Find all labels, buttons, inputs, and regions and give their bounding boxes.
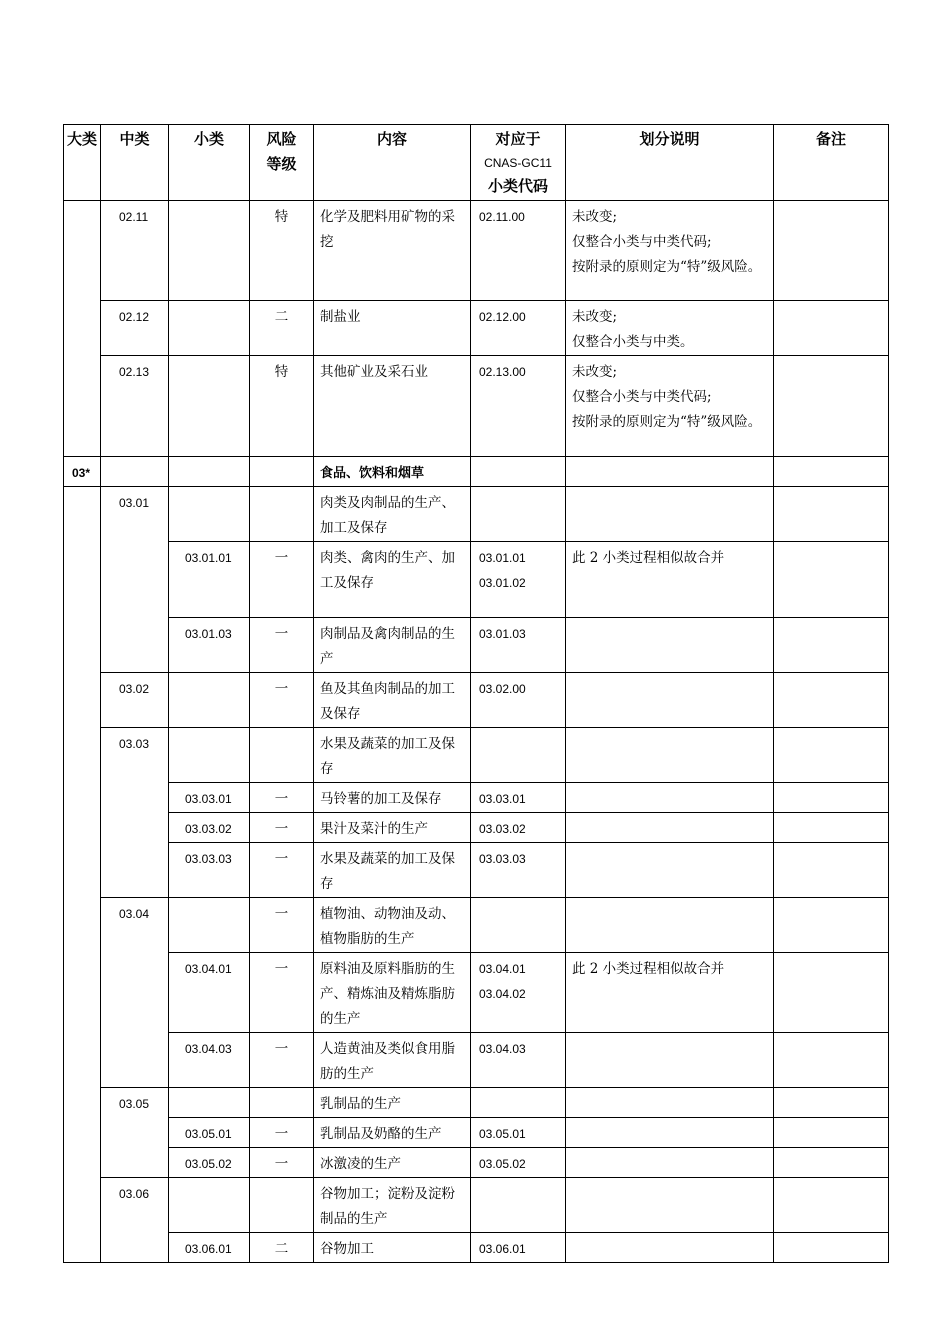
header-minor: 小类	[169, 125, 250, 201]
explain-cell: 未改变; 仅整合小类与中类代码; 按附录的原则定为“特”级风险。	[566, 201, 774, 301]
ref-code: 03.01.01 03.01.02	[471, 542, 566, 618]
mid-code: 03.04	[101, 898, 169, 1088]
risk-level: 二	[250, 301, 314, 356]
minor-code: 03.01.01	[169, 542, 250, 618]
ref-code: 03.01.03	[471, 618, 566, 673]
table-row	[64, 1233, 889, 1263]
content-cell: 化学及肥料用矿物的采挖	[314, 201, 471, 301]
minor-code: 03.01.03	[169, 618, 250, 673]
risk-level: 一	[250, 898, 314, 953]
risk-level: 一	[250, 813, 314, 843]
content-cell: 制盐业	[314, 301, 471, 356]
ref-code: 03.06.01	[471, 1233, 566, 1263]
ref-code: 02.13.00	[471, 356, 566, 457]
content-cell: 人造黄油及类似食用脂肪的生产	[314, 1033, 471, 1088]
table-row	[64, 1033, 889, 1088]
risk-level: 特	[250, 356, 314, 457]
remark-cell	[774, 356, 889, 457]
header-explain: 划分说明	[566, 125, 774, 201]
risk-level: 一	[250, 673, 314, 728]
risk-level: 一	[250, 1148, 314, 1178]
table-row	[64, 487, 889, 542]
risk-level: 一	[250, 1118, 314, 1148]
table-row	[64, 953, 889, 1033]
remark-cell	[774, 201, 889, 301]
content-cell: 食品、饮料和烟草	[314, 457, 471, 487]
content-cell: 肉类及肉制品的生产、加工及保存	[314, 487, 471, 542]
header-ref-line1: 对应于	[495, 130, 541, 148]
table-row	[64, 1148, 889, 1178]
table-row	[64, 783, 889, 813]
minor-code: 03.04.01	[169, 953, 250, 1033]
risk-level: 二	[250, 1233, 314, 1263]
table-row	[64, 1118, 889, 1148]
table-row	[64, 1178, 889, 1233]
minor-code: 03.04.03	[169, 1033, 250, 1088]
table-row	[64, 457, 889, 487]
risk-level: 一	[250, 953, 314, 1033]
header-risk: 风险等级	[250, 125, 314, 201]
content-cell: 谷物加工；淀粉及淀粉制品的生产	[314, 1178, 471, 1233]
content-cell: 鱼及其鱼肉制品的加工及保存	[314, 673, 471, 728]
explain-cell: 未改变; 仅整合小类与中类代码; 按附录的原则定为“特”级风险。	[566, 356, 774, 457]
mid-code: 03.03	[101, 728, 169, 898]
table-row	[64, 1088, 889, 1118]
table-row	[64, 201, 889, 301]
content-cell: 冰激凌的生产	[314, 1148, 471, 1178]
risk-level: 特	[250, 201, 314, 301]
content-cell: 乳制品及奶酪的生产	[314, 1118, 471, 1148]
header-remark: 备注	[774, 125, 889, 201]
ref-code: 03.04.03	[471, 1033, 566, 1088]
minor-code: 03.03.02	[169, 813, 250, 843]
classification-table	[63, 124, 889, 1263]
header-ref	[471, 125, 566, 201]
table-row	[64, 898, 889, 953]
content-cell: 原料油及原料脂肪的生产、精炼油及精炼脂肪的生产	[314, 953, 471, 1033]
major-cell	[64, 487, 101, 1263]
mid-code: 03.01	[101, 487, 169, 673]
risk-level: 一	[250, 843, 314, 898]
content-cell: 谷物加工	[314, 1233, 471, 1263]
mid-code: 03.05	[101, 1088, 169, 1178]
minor-code: 03.05.01	[169, 1118, 250, 1148]
content-cell: 水果及蔬菜的加工及保存	[314, 728, 471, 783]
minor-code: 03.03.03	[169, 843, 250, 898]
header-middle: 中类	[101, 125, 169, 201]
risk-level: 一	[250, 542, 314, 618]
minor-code: 03.05.02	[169, 1148, 250, 1178]
table-row	[64, 728, 889, 783]
mid-code: 02.11	[101, 201, 169, 301]
minor-code: 03.06.01	[169, 1233, 250, 1263]
ref-code: 02.12.00	[471, 301, 566, 356]
header-ref-line2: CNAS-GC11	[484, 156, 552, 170]
content-cell: 水果及蔬菜的加工及保存	[314, 843, 471, 898]
table-row	[64, 542, 889, 618]
explain-cell: 未改变; 仅整合小类与中类。	[566, 301, 774, 356]
remark-cell	[774, 301, 889, 356]
mid-code: 03.06	[101, 1178, 169, 1263]
risk-level: 一	[250, 1033, 314, 1088]
content-cell: 其他矿业及采石业	[314, 356, 471, 457]
ref-code: 03.04.01 03.04.02	[471, 953, 566, 1033]
ref-code: 03.05.01	[471, 1118, 566, 1148]
content-cell: 乳制品的生产	[314, 1088, 471, 1118]
risk-level: 一	[250, 618, 314, 673]
major-cell	[64, 201, 101, 457]
content-cell: 植物油、动物油及动、植物脂肪的生产	[314, 898, 471, 953]
header-major: 大类	[64, 125, 101, 201]
table-row	[64, 301, 889, 356]
table-row	[64, 618, 889, 673]
table-row	[64, 356, 889, 457]
ref-code: 03.05.02	[471, 1148, 566, 1178]
mid-code: 03.02	[101, 673, 169, 728]
table-row	[64, 813, 889, 843]
explain-cell: 此 2 小类过程相似故合并	[566, 542, 774, 618]
table-row	[64, 843, 889, 898]
content-cell: 果汁及菜汁的生产	[314, 813, 471, 843]
ref-code: 03.03.03	[471, 843, 566, 898]
risk-level: 一	[250, 783, 314, 813]
major-code: 03*	[64, 457, 101, 487]
header-content: 内容	[314, 125, 471, 201]
header-ref-line3: 小类代码	[487, 177, 548, 195]
ref-code: 03.03.01	[471, 783, 566, 813]
table-row	[64, 673, 889, 728]
header-row	[64, 125, 889, 201]
explain-cell: 此 2 小类过程相似故合并	[566, 953, 774, 1033]
mid-code: 02.12	[101, 301, 169, 356]
ref-code: 02.11.00	[471, 201, 566, 301]
content-cell: 肉制品及禽肉制品的生产	[314, 618, 471, 673]
ref-code: 03.02.00	[471, 673, 566, 728]
ref-code: 03.03.02	[471, 813, 566, 843]
mid-code: 02.13	[101, 356, 169, 457]
content-cell: 马铃薯的加工及保存	[314, 783, 471, 813]
content-cell: 肉类、禽肉的生产、加工及保存	[314, 542, 471, 618]
minor-code: 03.03.01	[169, 783, 250, 813]
